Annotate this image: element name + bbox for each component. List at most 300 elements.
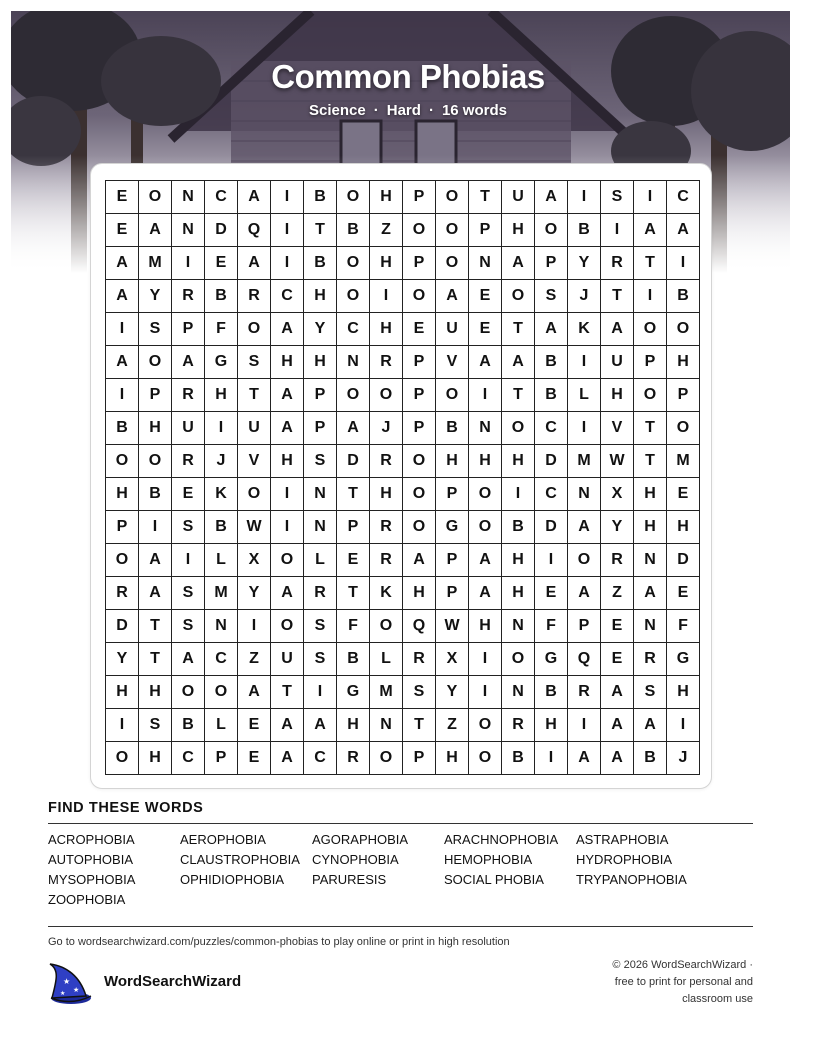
grid-cell: A bbox=[271, 577, 304, 610]
grid-cell: A bbox=[271, 709, 304, 742]
grid-cell: R bbox=[172, 445, 205, 478]
divider bbox=[48, 823, 753, 824]
separator: · bbox=[373, 102, 379, 119]
grid-cell: Y bbox=[304, 313, 337, 346]
grid-cell: B bbox=[436, 412, 469, 445]
grid-cell: E bbox=[337, 544, 370, 577]
grid-cell: G bbox=[337, 676, 370, 709]
grid-cell: M bbox=[667, 445, 700, 478]
grid-cell: E bbox=[535, 577, 568, 610]
word-list-item: CLAUSTROPHOBIA bbox=[180, 852, 300, 867]
grid-cell: X bbox=[436, 643, 469, 676]
grid-cell: E bbox=[667, 478, 700, 511]
word-list-item: AGORAPHOBIA bbox=[312, 832, 409, 847]
grid-cell: H bbox=[370, 181, 403, 214]
grid-cell: O bbox=[469, 709, 502, 742]
grid-cell: O bbox=[436, 247, 469, 280]
grid-cell: A bbox=[535, 181, 568, 214]
grid-cell: E bbox=[172, 478, 205, 511]
grid-cell: O bbox=[271, 544, 304, 577]
grid-cell: A bbox=[469, 544, 502, 577]
grid-cell: T bbox=[634, 247, 667, 280]
grid-cell: S bbox=[139, 709, 172, 742]
grid-cell: A bbox=[667, 214, 700, 247]
grid-cell: W bbox=[601, 445, 634, 478]
grid-cell: A bbox=[568, 511, 601, 544]
grid-cell: A bbox=[469, 577, 502, 610]
word-list-item: ZOOPHOBIA bbox=[48, 892, 126, 907]
grid-cell: E bbox=[469, 313, 502, 346]
grid-cell: A bbox=[502, 247, 535, 280]
grid-cell: E bbox=[601, 643, 634, 676]
word-list-item: AEROPHOBIA bbox=[180, 832, 266, 847]
grid-cell: P bbox=[436, 544, 469, 577]
grid-cell: I bbox=[106, 709, 139, 742]
grid-cell: D bbox=[205, 214, 238, 247]
grid-cell: G bbox=[436, 511, 469, 544]
word-list-item: HEMOPHOBIA bbox=[444, 852, 533, 867]
grid-cell: T bbox=[271, 676, 304, 709]
grid-cell: A bbox=[601, 709, 634, 742]
grid-cell: S bbox=[535, 280, 568, 313]
grid-cell: I bbox=[502, 478, 535, 511]
grid-cell: P bbox=[469, 214, 502, 247]
grid-cell: H bbox=[502, 577, 535, 610]
grid-cell: B bbox=[139, 478, 172, 511]
grid-cell: W bbox=[436, 610, 469, 643]
grid-cell: I bbox=[271, 214, 304, 247]
word-list-item: AUTOPHOBIA bbox=[48, 852, 134, 867]
grid-cell: I bbox=[469, 676, 502, 709]
grid-cell: I bbox=[139, 511, 172, 544]
grid-cell: I bbox=[667, 247, 700, 280]
grid-cell: I bbox=[271, 247, 304, 280]
grid-cell: C bbox=[205, 643, 238, 676]
grid-cell: J bbox=[205, 445, 238, 478]
grid-cell: I bbox=[106, 313, 139, 346]
puzzle-subtitle bbox=[0, 102, 816, 119]
grid-cell: E bbox=[106, 181, 139, 214]
grid-cell: O bbox=[403, 280, 436, 313]
grid-cell: O bbox=[271, 610, 304, 643]
grid-cell: H bbox=[370, 313, 403, 346]
word-list bbox=[48, 831, 748, 909]
grid-cell: L bbox=[370, 643, 403, 676]
grid-cell: T bbox=[601, 280, 634, 313]
grid-cell: A bbox=[106, 280, 139, 313]
grid-cell: B bbox=[502, 742, 535, 775]
grid-cell: H bbox=[370, 478, 403, 511]
grid-cell: R bbox=[370, 511, 403, 544]
grid-cell: Y bbox=[601, 511, 634, 544]
grid-cell: O bbox=[337, 379, 370, 412]
grid-cell: A bbox=[634, 214, 667, 247]
grid-cell: H bbox=[139, 742, 172, 775]
grid-cell: D bbox=[337, 445, 370, 478]
grid-cell: N bbox=[469, 247, 502, 280]
grid-cell: W bbox=[238, 511, 271, 544]
grid-cell: C bbox=[271, 280, 304, 313]
grid-cell: R bbox=[634, 643, 667, 676]
grid-cell: M bbox=[205, 577, 238, 610]
grid-cell: H bbox=[304, 280, 337, 313]
grid-cell: A bbox=[634, 709, 667, 742]
grid-cell: O bbox=[436, 379, 469, 412]
grid-cell: I bbox=[601, 214, 634, 247]
grid-cell: Q bbox=[403, 610, 436, 643]
grid-cell: J bbox=[370, 412, 403, 445]
grid-cell: P bbox=[205, 742, 238, 775]
grid-cell: H bbox=[304, 346, 337, 379]
grid-cell: O bbox=[106, 445, 139, 478]
grid-cell: P bbox=[436, 478, 469, 511]
grid-cell: R bbox=[403, 643, 436, 676]
grid-cell: C bbox=[667, 181, 700, 214]
puzzle-grid-card bbox=[90, 163, 712, 789]
grid-cell: U bbox=[502, 181, 535, 214]
separator: · bbox=[428, 102, 434, 119]
grid-cell: I bbox=[634, 181, 667, 214]
copyright-line: free to print for personal and bbox=[614, 976, 753, 988]
grid-cell: F bbox=[667, 610, 700, 643]
word-list-item: OPHIDIOPHOBIA bbox=[180, 872, 285, 887]
grid-cell: B bbox=[502, 511, 535, 544]
grid-cell: O bbox=[238, 478, 271, 511]
word-list-item: CYNOPHOBIA bbox=[312, 852, 399, 867]
grid-cell: I bbox=[535, 544, 568, 577]
grid-cell: E bbox=[205, 247, 238, 280]
grid-cell: B bbox=[205, 511, 238, 544]
grid-cell: A bbox=[139, 577, 172, 610]
grid-cell: A bbox=[271, 412, 304, 445]
grid-cell: H bbox=[469, 445, 502, 478]
divider bbox=[48, 926, 753, 927]
grid-cell: B bbox=[568, 214, 601, 247]
grid-cell: Q bbox=[238, 214, 271, 247]
grid-cell: F bbox=[535, 610, 568, 643]
wizard-hat-icon bbox=[46, 962, 92, 1006]
grid-cell: I bbox=[469, 643, 502, 676]
grid-cell: H bbox=[106, 478, 139, 511]
word-list-item: TRYPANOPHOBIA bbox=[576, 872, 687, 887]
grid-cell: O bbox=[469, 511, 502, 544]
grid-cell: I bbox=[172, 247, 205, 280]
grid-cell: D bbox=[535, 511, 568, 544]
grid-cell: H bbox=[205, 379, 238, 412]
grid-cell: S bbox=[634, 676, 667, 709]
grid-cell: N bbox=[370, 709, 403, 742]
grid-cell: K bbox=[370, 577, 403, 610]
grid-cell: R bbox=[568, 676, 601, 709]
grid-cell: R bbox=[172, 379, 205, 412]
grid-cell: Y bbox=[139, 280, 172, 313]
grid-cell: I bbox=[469, 379, 502, 412]
grid-cell: A bbox=[601, 313, 634, 346]
grid-cell: L bbox=[304, 544, 337, 577]
grid-cell: A bbox=[172, 346, 205, 379]
grid-cell: Y bbox=[436, 676, 469, 709]
grid-cell: T bbox=[139, 610, 172, 643]
grid-cell: I bbox=[304, 676, 337, 709]
grid-cell: T bbox=[634, 412, 667, 445]
grid-cell: H bbox=[502, 214, 535, 247]
grid-cell: V bbox=[238, 445, 271, 478]
grid-cell: M bbox=[568, 445, 601, 478]
grid-cell: O bbox=[106, 742, 139, 775]
grid-cell: S bbox=[172, 577, 205, 610]
grid-cell: U bbox=[238, 412, 271, 445]
grid-cell: A bbox=[568, 742, 601, 775]
grid-cell: O bbox=[502, 280, 535, 313]
grid-cell: O bbox=[403, 511, 436, 544]
word-list-item: ARACHNOPHOBIA bbox=[444, 832, 559, 847]
grid-cell: S bbox=[139, 313, 172, 346]
grid-cell: S bbox=[304, 643, 337, 676]
grid-cell: N bbox=[502, 676, 535, 709]
grid-cell: H bbox=[271, 346, 304, 379]
grid-cell: A bbox=[139, 214, 172, 247]
grid-cell: C bbox=[337, 313, 370, 346]
grid-cell: X bbox=[601, 478, 634, 511]
grid-cell: N bbox=[172, 214, 205, 247]
grid-cell: O bbox=[502, 643, 535, 676]
grid-cell: E bbox=[403, 313, 436, 346]
grid-cell: G bbox=[667, 643, 700, 676]
grid-cell: H bbox=[667, 676, 700, 709]
word-list-item: SOCIAL PHOBIA bbox=[444, 872, 544, 887]
play-online-note: Go to wordsearchwizard.com/puzzles/common-phobias to play online or print in high resolution bbox=[48, 936, 510, 948]
grid-cell: O bbox=[403, 478, 436, 511]
grid-cell: H bbox=[436, 445, 469, 478]
grid-cell: N bbox=[304, 511, 337, 544]
grid-cell: X bbox=[238, 544, 271, 577]
difficulty-label: Hard bbox=[386, 102, 421, 119]
grid-cell: D bbox=[535, 445, 568, 478]
grid-cell: U bbox=[601, 346, 634, 379]
grid-cell: N bbox=[205, 610, 238, 643]
grid-cell: N bbox=[568, 478, 601, 511]
grid-cell: A bbox=[238, 676, 271, 709]
grid-cell: R bbox=[370, 346, 403, 379]
word-list-item: PARURESIS bbox=[312, 872, 387, 887]
word-list-item: ASTRAPHOBIA bbox=[576, 832, 669, 847]
grid-cell: I bbox=[568, 709, 601, 742]
grid-cell: A bbox=[271, 379, 304, 412]
grid-cell: A bbox=[601, 676, 634, 709]
grid-cell: I bbox=[205, 412, 238, 445]
copyright-line: © 2026 WordSearchWizard · bbox=[612, 959, 753, 971]
grid-cell: T bbox=[337, 577, 370, 610]
grid-cell: A bbox=[271, 742, 304, 775]
grid-cell: E bbox=[667, 577, 700, 610]
copyright-line: classroom use bbox=[682, 993, 753, 1005]
grid-cell: N bbox=[502, 610, 535, 643]
grid-cell: N bbox=[469, 412, 502, 445]
grid-cell: A bbox=[271, 313, 304, 346]
word-list-heading: FIND THESE WORDS bbox=[48, 800, 204, 816]
grid-cell: A bbox=[106, 247, 139, 280]
grid-cell: P bbox=[304, 379, 337, 412]
puzzle-title: Common Phobias bbox=[271, 58, 545, 95]
grid-cell: L bbox=[568, 379, 601, 412]
grid-cell: O bbox=[205, 676, 238, 709]
grid-cell: F bbox=[205, 313, 238, 346]
grid-cell: U bbox=[271, 643, 304, 676]
grid-cell: C bbox=[535, 478, 568, 511]
grid-cell: O bbox=[634, 379, 667, 412]
grid-cell: B bbox=[172, 709, 205, 742]
grid-cell: A bbox=[568, 577, 601, 610]
grid-cell: N bbox=[304, 478, 337, 511]
grid-cell: G bbox=[205, 346, 238, 379]
grid-cell: I bbox=[271, 478, 304, 511]
grid-cell: A bbox=[304, 709, 337, 742]
grid-cell: E bbox=[469, 280, 502, 313]
grid-cell: O bbox=[337, 247, 370, 280]
grid-cell: P bbox=[304, 412, 337, 445]
grid-cell: V bbox=[436, 346, 469, 379]
grid-cell: J bbox=[568, 280, 601, 313]
grid-cell: T bbox=[337, 478, 370, 511]
grid-cell: F bbox=[337, 610, 370, 643]
grid-cell: H bbox=[403, 577, 436, 610]
grid-cell: S bbox=[403, 676, 436, 709]
grid-cell: J bbox=[667, 742, 700, 775]
grid-cell: R bbox=[106, 577, 139, 610]
grid-cell: O bbox=[370, 610, 403, 643]
grid-cell: O bbox=[139, 181, 172, 214]
grid-cell: O bbox=[667, 313, 700, 346]
grid-cell: M bbox=[139, 247, 172, 280]
grid-cell: E bbox=[238, 742, 271, 775]
grid-cell: T bbox=[634, 445, 667, 478]
grid-cell: A bbox=[535, 313, 568, 346]
grid-cell: E bbox=[238, 709, 271, 742]
grid-cell: S bbox=[304, 445, 337, 478]
grid-cell: Y bbox=[568, 247, 601, 280]
grid-cell: I bbox=[271, 511, 304, 544]
grid-cell: C bbox=[172, 742, 205, 775]
grid-cell: A bbox=[106, 346, 139, 379]
grid-cell: Z bbox=[238, 643, 271, 676]
grid-cell: C bbox=[304, 742, 337, 775]
letter-grid bbox=[105, 180, 700, 775]
grid-cell: O bbox=[337, 181, 370, 214]
grid-cell: P bbox=[106, 511, 139, 544]
grid-cell: T bbox=[238, 379, 271, 412]
grid-cell: R bbox=[601, 544, 634, 577]
grid-cell: R bbox=[337, 742, 370, 775]
grid-cell: Z bbox=[601, 577, 634, 610]
grid-cell: A bbox=[172, 643, 205, 676]
grid-cell: H bbox=[667, 346, 700, 379]
grid-cell: A bbox=[469, 346, 502, 379]
grid-cell: R bbox=[601, 247, 634, 280]
grid-cell: O bbox=[172, 676, 205, 709]
grid-cell: D bbox=[106, 610, 139, 643]
grid-cell: H bbox=[139, 676, 172, 709]
svg-text:★: ★ bbox=[73, 986, 80, 994]
grid-cell: B bbox=[667, 280, 700, 313]
grid-cell: O bbox=[370, 742, 403, 775]
grid-cell: L bbox=[205, 709, 238, 742]
grid-cell: P bbox=[568, 610, 601, 643]
grid-cell: O bbox=[337, 280, 370, 313]
word-list-item: MYSOPHOBIA bbox=[48, 872, 136, 887]
grid-cell: Z bbox=[370, 214, 403, 247]
grid-cell: O bbox=[469, 478, 502, 511]
grid-cell: H bbox=[271, 445, 304, 478]
grid-cell: N bbox=[172, 181, 205, 214]
grid-cell: H bbox=[469, 610, 502, 643]
grid-cell: P bbox=[403, 742, 436, 775]
grid-cell: T bbox=[502, 379, 535, 412]
grid-cell: I bbox=[568, 346, 601, 379]
grid-cell: H bbox=[535, 709, 568, 742]
grid-cell: A bbox=[601, 742, 634, 775]
grid-cell: Y bbox=[106, 643, 139, 676]
grid-cell: E bbox=[601, 610, 634, 643]
grid-cell: S bbox=[172, 610, 205, 643]
grid-cell: O bbox=[139, 346, 172, 379]
grid-cell: P bbox=[403, 181, 436, 214]
grid-cell: O bbox=[403, 445, 436, 478]
grid-cell: S bbox=[172, 511, 205, 544]
grid-cell: T bbox=[403, 709, 436, 742]
grid-cell: P bbox=[535, 247, 568, 280]
grid-cell: O bbox=[139, 445, 172, 478]
grid-cell: O bbox=[238, 313, 271, 346]
copyright-note bbox=[583, 957, 753, 1008]
grid-cell: A bbox=[436, 280, 469, 313]
grid-cell: O bbox=[403, 214, 436, 247]
grid-cell: A bbox=[403, 544, 436, 577]
grid-cell: O bbox=[469, 742, 502, 775]
grid-cell: H bbox=[502, 445, 535, 478]
grid-cell: O bbox=[436, 214, 469, 247]
word-list-item: ACROPHOBIA bbox=[48, 832, 135, 847]
grid-cell: H bbox=[106, 676, 139, 709]
grid-cell: A bbox=[238, 181, 271, 214]
grid-cell: C bbox=[205, 181, 238, 214]
grid-cell: A bbox=[139, 544, 172, 577]
grid-cell: S bbox=[304, 610, 337, 643]
grid-cell: U bbox=[436, 313, 469, 346]
grid-cell: P bbox=[403, 247, 436, 280]
grid-cell: U bbox=[172, 412, 205, 445]
grid-cell: A bbox=[238, 247, 271, 280]
grid-cell: H bbox=[337, 709, 370, 742]
grid-cell: R bbox=[172, 280, 205, 313]
grid-cell: I bbox=[634, 280, 667, 313]
grid-cell: P bbox=[139, 379, 172, 412]
grid-cell: V bbox=[601, 412, 634, 445]
svg-text:★: ★ bbox=[60, 990, 66, 997]
grid-cell: K bbox=[205, 478, 238, 511]
grid-cell: N bbox=[337, 346, 370, 379]
grid-cell: N bbox=[634, 544, 667, 577]
grid-cell: T bbox=[304, 214, 337, 247]
grid-cell: P bbox=[634, 346, 667, 379]
grid-cell: R bbox=[304, 577, 337, 610]
grid-cell: L bbox=[205, 544, 238, 577]
grid-cell: I bbox=[238, 610, 271, 643]
grid-cell: P bbox=[403, 412, 436, 445]
grid-cell: S bbox=[238, 346, 271, 379]
grid-cell: I bbox=[535, 742, 568, 775]
word-count-label: 16 words bbox=[441, 102, 507, 119]
grid-cell: B bbox=[535, 379, 568, 412]
